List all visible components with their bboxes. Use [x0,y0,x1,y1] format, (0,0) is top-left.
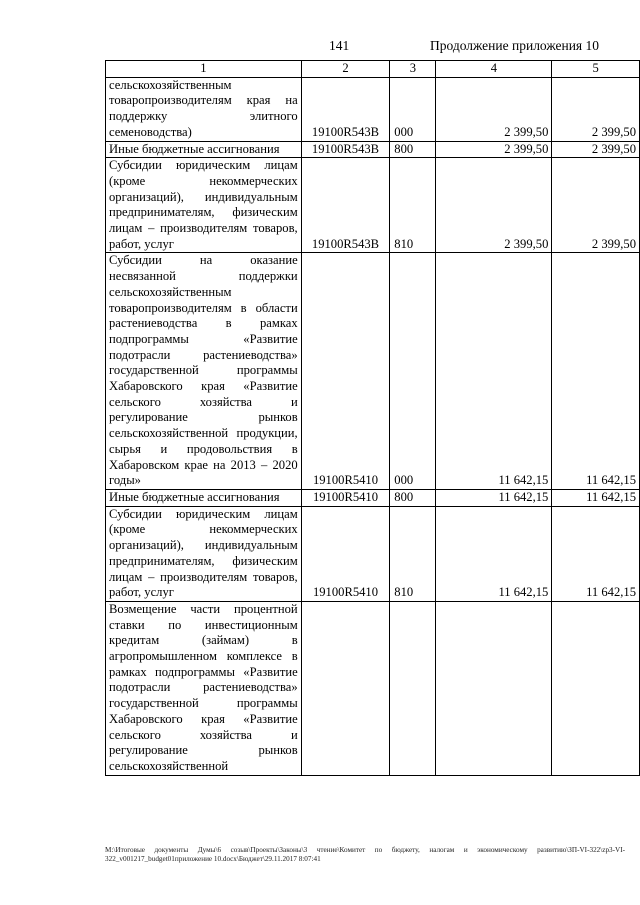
column-header: 2 [301,61,390,78]
table-row [106,489,640,506]
page-number: 141 [329,38,350,53]
row-name: сельскохозяйственным товаропроизводителям края на поддержку элитного семеноводства) [106,77,302,141]
table-row [106,141,640,158]
row-code: 19100R543В [301,158,390,253]
row-name: Иные бюджетные ассигнования [106,489,302,506]
row-code [301,601,390,775]
table-row [106,253,640,490]
row-kind: 000 [390,253,436,490]
row-code: 19100R5410 [301,506,390,601]
row-kind: 000 [390,77,436,141]
row-amount: 11 642,15 [436,253,552,490]
column-header: 1 [106,61,302,78]
column-header: 5 [552,61,640,78]
column-header: 3 [390,61,436,78]
row-code: 19100R543В [301,77,390,141]
row-kind: 810 [390,506,436,601]
table-row [106,506,640,601]
row-kind [390,601,436,775]
row-amount2 [552,601,640,775]
row-amount2: 2 399,50 [552,141,640,158]
row-name: Возмещение части процентной ставки по инвестиционным кредитам (займам) в агропромышленном комплексе в рамках подпрограммы «Развитие подотрасли растениеводства» государственной программы Хабаровского края «Развитие сельского хозяйства и регулирование рынков сельскохозяйственной [106,601,302,775]
row-kind: 800 [390,489,436,506]
row-kind: 800 [390,141,436,158]
row-amount2: 11 642,15 [552,506,640,601]
row-name: Иные бюджетные ассигнования [106,141,302,158]
row-code: 19100R5410 [301,253,390,490]
row-amount: 11 642,15 [436,489,552,506]
table-row [106,77,640,141]
column-header: 4 [436,61,552,78]
row-kind: 810 [390,158,436,253]
row-amount: 2 399,50 [436,77,552,141]
row-amount: 2 399,50 [436,141,552,158]
row-amount: 2 399,50 [436,158,552,253]
row-amount2: 11 642,15 [552,489,640,506]
row-name: Субсидии юридическим лицам (кроме некоммерческих организаций), индивидуальным предпринимателям, физическим лицам – производителям товаров, работ, услуг [106,158,302,253]
table-row [106,601,640,775]
table-row [106,158,640,253]
row-name: Субсидии юридическим лицам (кроме некоммерческих организаций), индивидуальным предпринимателям, физическим лицам – производителям товаров, работ, услуг [106,506,302,601]
row-name: Субсидии на оказание несвязанной поддержки сельскохозяйственным товаропроизводителям в области растениеводства в рамках подпрограммы «Развитие подотрасли растениеводства» государственной программы Хабаровского края «Развитие сельского хозяйства и регулирование рынков сельскохозяйственной продукции, сырья и продовольствия в Хабаровском крае на 2013 – 2020 годы» [106,253,302,490]
row-amount2: 2 399,50 [552,77,640,141]
table-header-row [106,61,640,78]
file-path-footer: M:\Итоговые документы Думы\6 созыв\Проекты\Законы\3 чтение\Комитет по бюджету, налогам и экономическому развитию\ЗП-VI-322\zp3-VI-322_v001217_budget01приложение 10.docx\Бюджет\29.11.2017 8:07:41 [105,846,625,863]
row-code: 19100R543В [301,141,390,158]
row-amount2: 2 399,50 [552,158,640,253]
row-code: 19100R5410 [301,489,390,506]
continuation-label: Продолжение приложения 10 [430,38,600,53]
budget-table [105,60,640,776]
row-amount2: 11 642,15 [552,253,640,490]
row-amount [436,601,552,775]
row-amount: 11 642,15 [436,506,552,601]
